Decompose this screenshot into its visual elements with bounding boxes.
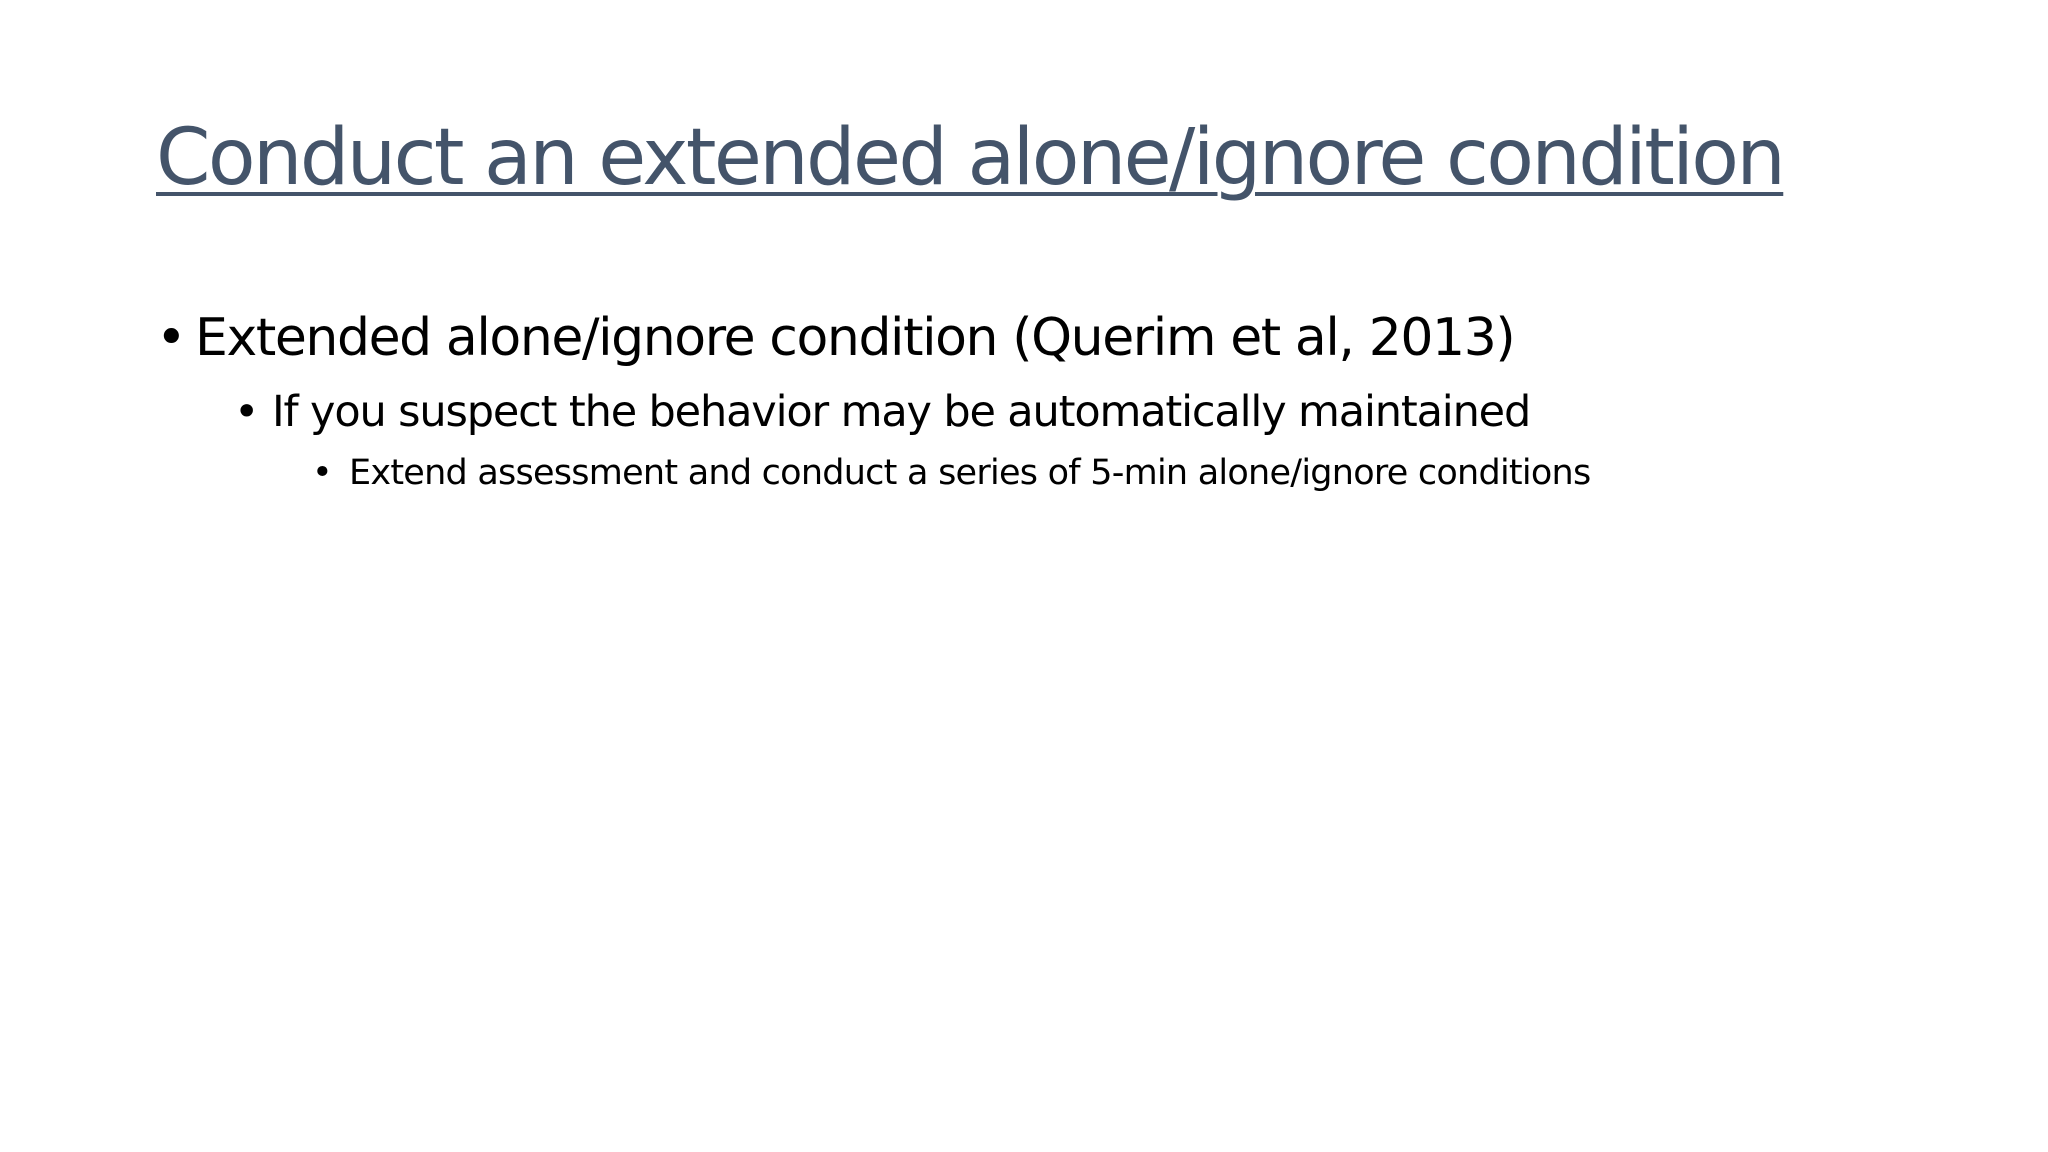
bullet-text: Extended alone/ignore condition (Querim et al, 2013) — [195, 308, 1515, 368]
bullet-level-2 — [234, 389, 1530, 436]
bullet-level-1 — [156, 310, 1514, 367]
slide-title: Conduct an extended alone/ignore condition — [156, 113, 1784, 203]
bullet-marker: • — [312, 453, 332, 493]
bullet-text: If you suspect the behavior may be automatically maintained — [272, 387, 1531, 437]
bullet-text: Extend assessment and conduct a series of 5-min alone/ignore conditions — [349, 453, 1591, 493]
bullet-level-3 — [312, 454, 1590, 493]
bullet-marker: • — [234, 387, 259, 437]
bullet-marker: • — [156, 308, 186, 368]
